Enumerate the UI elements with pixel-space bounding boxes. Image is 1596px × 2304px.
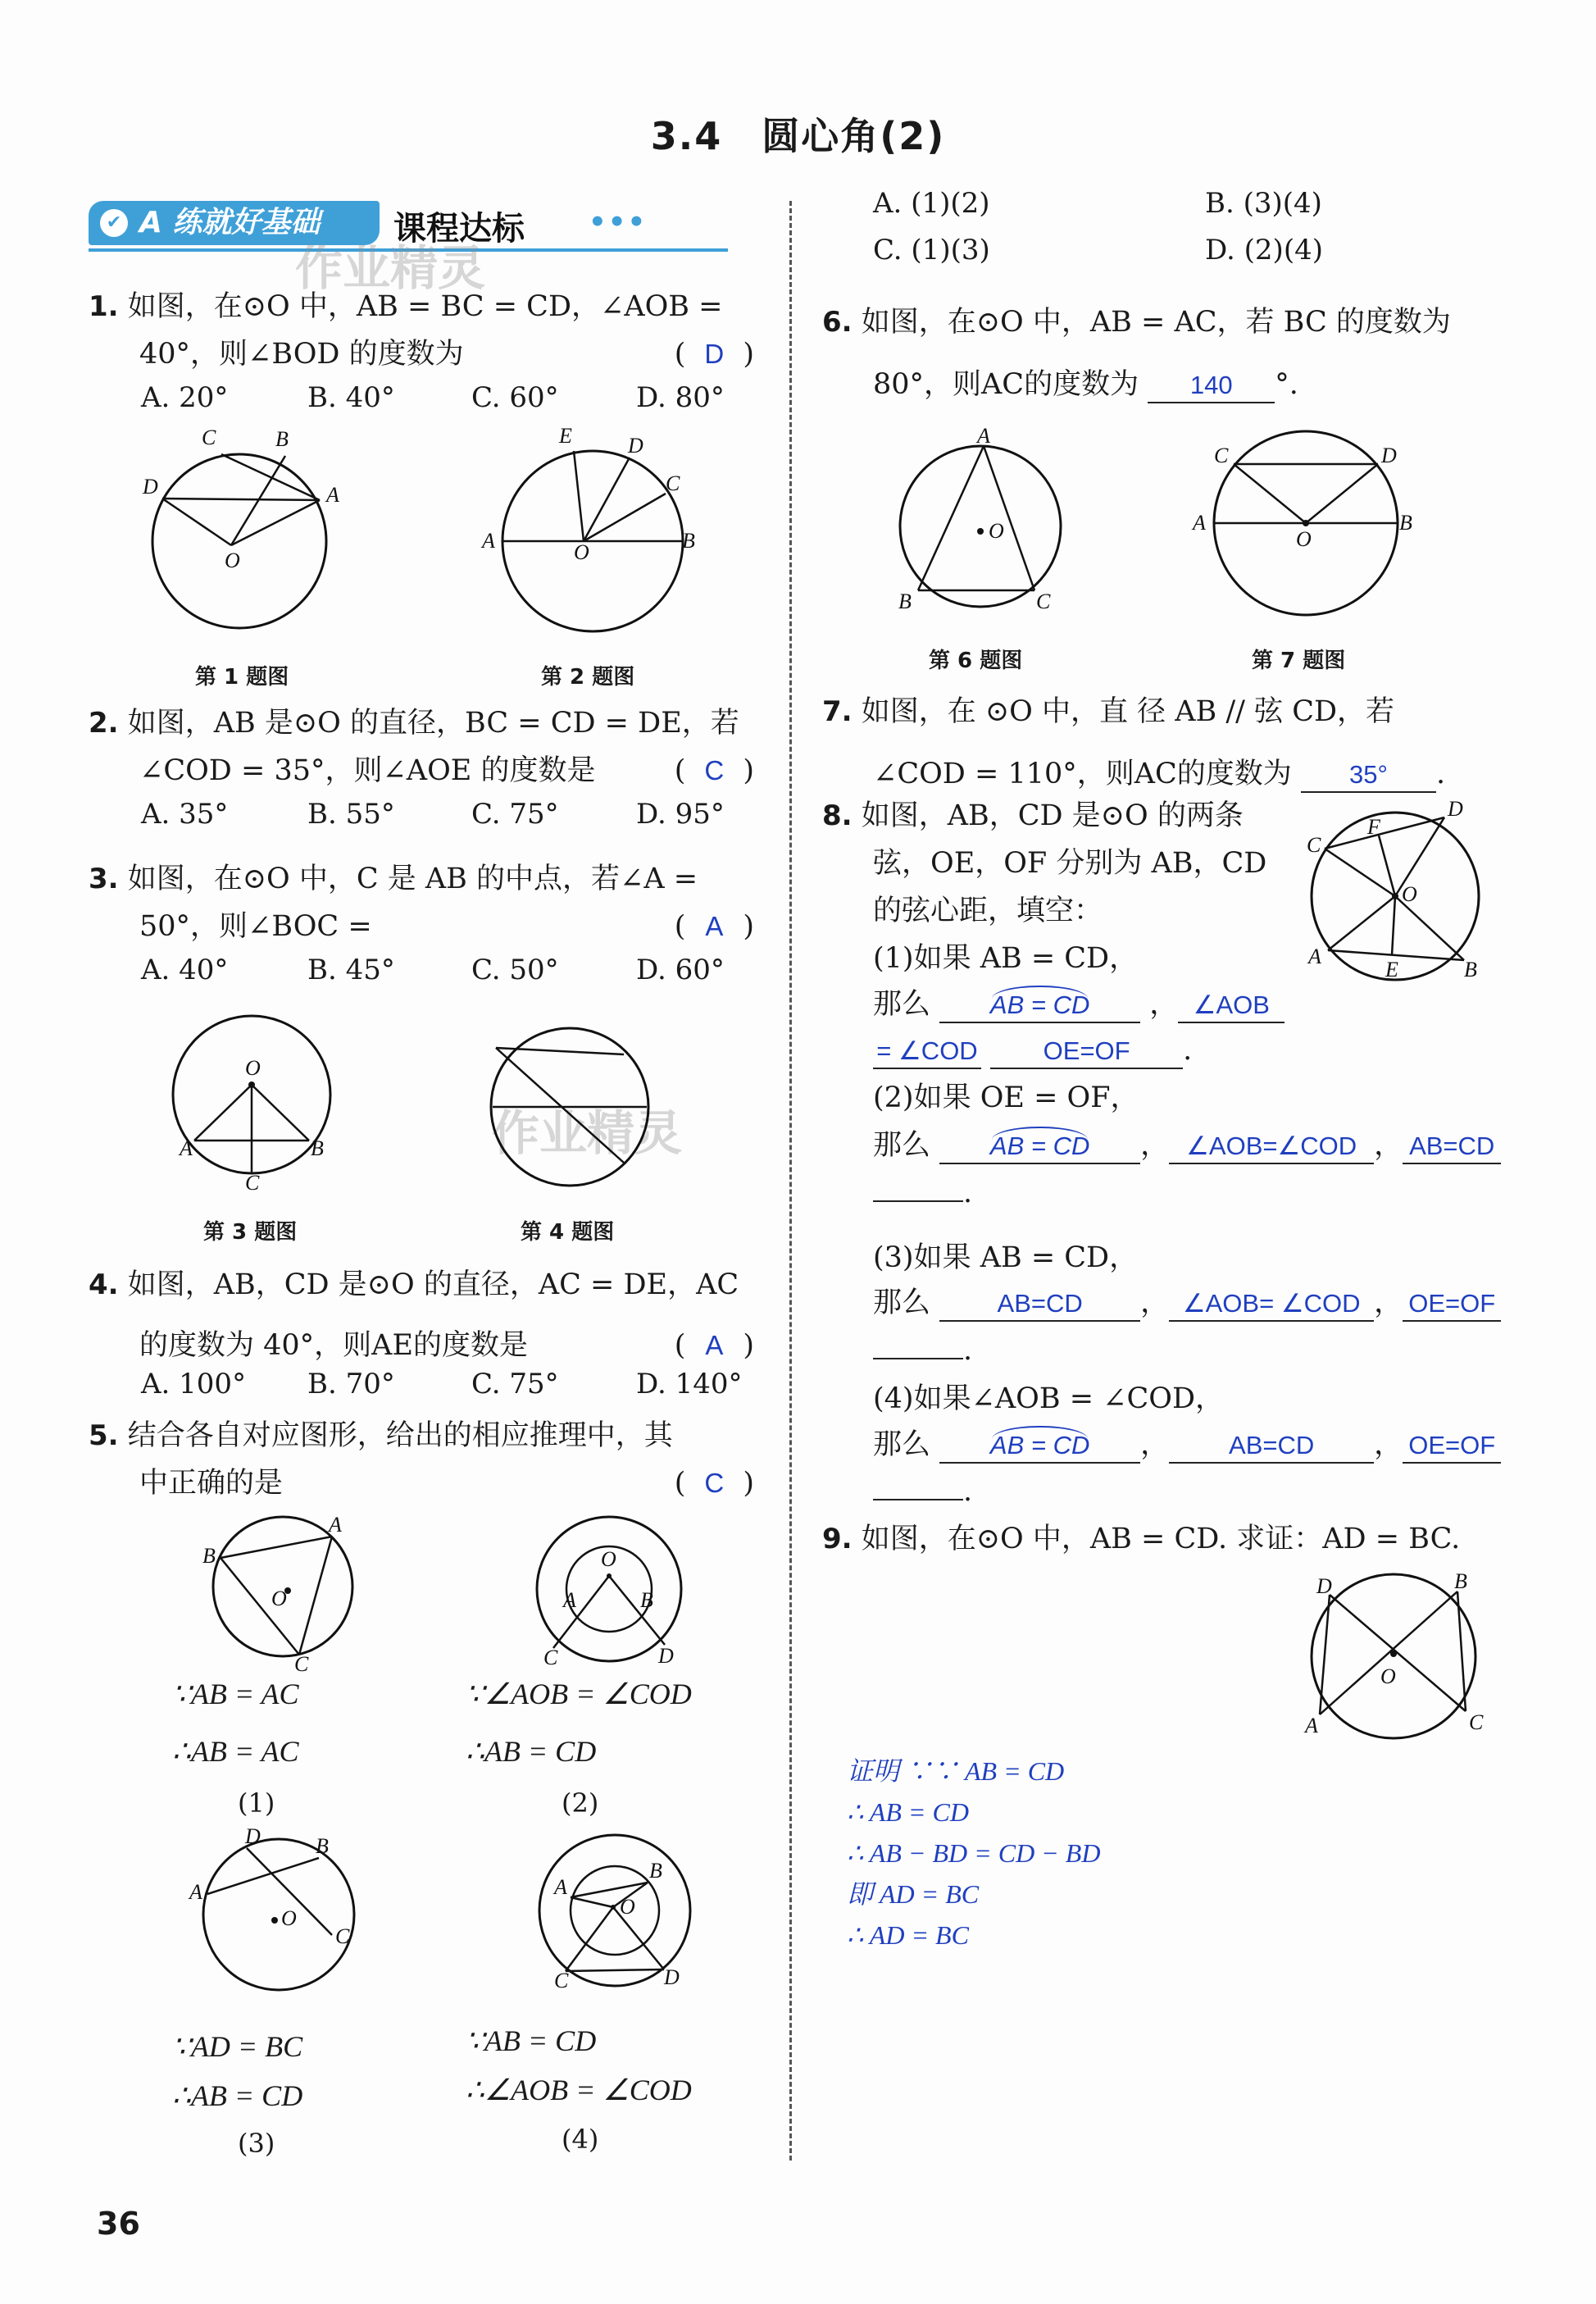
q8-part-3-answers: 那么 AB=CD ， ∠AOB= ∠COD ， OE=OF (873, 1279, 1529, 1327)
option: D. 80° (636, 381, 725, 414)
question-text: °. (1275, 368, 1298, 401)
svg-text:B: B (1399, 511, 1412, 535)
question-text: 40°，则∠BOD 的度数为 (139, 338, 464, 371)
question-7 (822, 681, 1511, 805)
answer-blank (873, 1499, 963, 1500)
question-text: 如图，在⊙O 中，AB = AC，若 BC 的度数为 (861, 306, 1451, 339)
svg-text:F: F (1367, 815, 1380, 839)
column-divider (789, 201, 792, 2161)
svg-text:O: O (574, 540, 589, 564)
answer-blank: ∠AOB= ∠COD (1169, 1287, 1374, 1322)
q8-part-2-tail: . (873, 1169, 972, 1217)
svg-text:A: A (326, 483, 339, 507)
reason-line: ∵∠AOB = ∠COD (466, 1678, 692, 1710)
question-1 (89, 283, 769, 378)
option: D. (2)(4) (1205, 234, 1323, 266)
figure-2 (475, 426, 713, 648)
figure-5-1 (193, 1509, 373, 1673)
watermark: 作业精灵 (492, 1105, 683, 1161)
svg-text:B: B (682, 529, 695, 553)
answer-paren: ( A ) (675, 1315, 754, 1376)
svg-text:A: A (482, 529, 495, 553)
svg-text:A: A (1305, 1714, 1318, 1737)
question-text: 结合各自对应图形，给出的相应推理中，其 (127, 1419, 673, 1452)
q8-part-1-cond: (1)如果 AB = CD， (873, 942, 1139, 975)
q8-part-4-cond: (4)如果∠AOB = ∠COD， (873, 1382, 1225, 1415)
question-text: 如图，AB 是⊙O 的直径，BC = CD = DE，若 (127, 707, 739, 740)
question-6 (822, 291, 1511, 416)
svg-text:D: D (245, 1828, 261, 1848)
svg-text:C: C (202, 426, 216, 449)
option: B. 70° (307, 1368, 395, 1400)
q8-prefix: 那么 (873, 1286, 931, 1319)
answer-value: A (705, 1330, 724, 1360)
question-text: 80°，则AC的度数为 (873, 368, 1139, 401)
option: D. 60° (636, 954, 725, 986)
figure-7 (1184, 418, 1422, 623)
svg-text:D: D (628, 434, 643, 458)
question-text: 弦，OE，OF 分别为 AB，CD (873, 847, 1267, 880)
figure-caption: 第 4 题图 (521, 1220, 615, 1245)
svg-text:O: O (989, 519, 1004, 543)
option: A. 100° (141, 1368, 247, 1400)
q8-prefix: 那么 (873, 1129, 931, 1162)
option: B. 40° (307, 381, 395, 414)
svg-text:C: C (554, 1969, 569, 1992)
question-text: 如图，在⊙O 中，AB = CD. 求证：AD = BC. (861, 1523, 1461, 1555)
question-text: . (1435, 758, 1446, 790)
option: C. 75° (471, 798, 559, 831)
question-number: 6. (822, 306, 853, 339)
reason-line: ∵AB = AC (172, 1678, 299, 1710)
answer-blank: OE=OF (1403, 1429, 1501, 1464)
question-text: 如图，在⊙O 中，C 是 AB 的中点，若∠A = (127, 863, 698, 895)
svg-text:O: O (1402, 882, 1417, 906)
option: C. 75° (471, 1368, 559, 1400)
svg-text:O: O (620, 1895, 635, 1919)
question-text: 如图，AB，CD 是⊙O 的直径，AC = DE，AC (127, 1268, 739, 1301)
question-number: 4. (89, 1268, 119, 1301)
option: A. 20° (141, 381, 229, 414)
option: A. 40° (141, 954, 229, 986)
figure-5-2 (521, 1509, 701, 1681)
svg-text:D: D (1448, 799, 1463, 821)
svg-text:O: O (271, 1587, 287, 1610)
question-number: 3. (89, 863, 119, 895)
question-text: 如图，AB，CD 是⊙O 的两条 (861, 799, 1244, 832)
question-8 (822, 792, 1281, 935)
proof-line: ∴ AD = BC (847, 1920, 969, 1950)
answer-blank (939, 1130, 1140, 1164)
arc-answer: AB = CD (990, 1130, 1089, 1163)
option: D. 95° (636, 798, 725, 831)
option: C. 60° (471, 381, 559, 414)
svg-text:A: A (977, 426, 990, 448)
figure-8 (1303, 799, 1500, 996)
question-2 (89, 699, 769, 795)
option: D. 140° (636, 1368, 743, 1400)
question-text: 如图，在⊙O 中，AB = BC = CD，∠AOB = (127, 290, 723, 323)
svg-text:C: C (1214, 444, 1229, 467)
question-number: 1. (89, 290, 119, 323)
question-number: 5. (89, 1419, 119, 1452)
page-number: 36 (97, 2206, 140, 2242)
sub-label: (1) (238, 1787, 275, 1819)
figure-caption: 第 1 题图 (195, 665, 289, 690)
question-text: ∠COD = 35°，则∠AOE 的度数是 (139, 754, 596, 787)
q8-part-2-answers: 那么 AB = CD ， ∠AOB=∠COD ， AB=CD (873, 1122, 1529, 1169)
question-text: 的度数为 40°，则AE的度数是 (139, 1329, 528, 1362)
question-3 (89, 855, 769, 950)
proof-line: ∴ AB = CD (847, 1797, 969, 1827)
answer-blank (939, 989, 1140, 1023)
question-text: 中正确的是 (139, 1467, 284, 1500)
check-icon: ✔ (100, 209, 128, 237)
svg-text:A: A (329, 1513, 342, 1537)
svg-text:D: D (143, 475, 158, 499)
svg-text:O: O (1296, 527, 1312, 551)
figure-1 (131, 426, 344, 648)
figure-6 (893, 426, 1082, 623)
reason-line: ∵AD = BC (172, 2030, 303, 2063)
option: B. 55° (307, 798, 395, 831)
answer-paren: ( C ) (675, 1459, 754, 1507)
question-number: 2. (89, 707, 119, 740)
question-number: 7. (822, 695, 853, 728)
option: A. 35° (141, 798, 229, 831)
q8-part-2-cond: (2)如果 OE = OF， (873, 1081, 1139, 1114)
answer-blank (939, 1429, 1140, 1464)
answer-blank: 35° (1301, 758, 1436, 793)
svg-text:A: A (563, 1588, 576, 1612)
sub-label: (2) (562, 1787, 599, 1819)
svg-text:B: B (649, 1859, 662, 1883)
question-number: 9. (822, 1523, 853, 1555)
figure-caption: 第 6 题图 (929, 649, 1023, 673)
reason-line: ∴AB = AC (172, 1735, 299, 1768)
answer-blank: ∠AOB=∠COD (1169, 1130, 1374, 1164)
svg-text:B: B (275, 427, 289, 451)
section-subtitle: 课程达标 (393, 210, 525, 248)
question-text: 50°，则∠BOC = (139, 910, 372, 943)
answer-paren: ( D ) (675, 330, 754, 378)
question-text: 的弦心距，填空： (873, 895, 1103, 927)
answer-blank: AB=CD (1169, 1429, 1374, 1464)
svg-text:A: A (554, 1875, 567, 1899)
svg-text:B: B (202, 1544, 216, 1568)
arc-answer: AB = CD (990, 989, 1089, 1022)
svg-text:B: B (1454, 1570, 1467, 1593)
svg-text:C: C (335, 1924, 350, 1948)
svg-text:C: C (1469, 1710, 1484, 1734)
svg-text:D: D (664, 1965, 680, 1989)
figure-9 (1287, 1570, 1508, 1751)
svg-text:A: A (1193, 511, 1206, 535)
q8-prefix: 那么 (873, 988, 931, 1021)
arc-answer: AB = CD (990, 1429, 1089, 1462)
q8-prefix: 那么 (873, 1428, 931, 1461)
answer-blank: 140 (1148, 369, 1275, 403)
reason-line: ∵AB = CD (466, 2024, 597, 2057)
svg-text:C: C (245, 1171, 260, 1193)
answer-blank: OE=OF (1403, 1287, 1501, 1322)
option: B. 45° (307, 954, 395, 986)
answer-blank: OE=OF (990, 1035, 1183, 1069)
svg-text:O: O (601, 1547, 616, 1571)
svg-text:C: C (294, 1652, 309, 1673)
proof-line: 证明 ∵∵ AB = CD (847, 1756, 1065, 1786)
svg-text:C: C (1307, 833, 1321, 857)
figure-caption: 第 2 题图 (541, 665, 635, 690)
svg-text:O: O (1380, 1664, 1396, 1688)
svg-text:B: B (311, 1136, 324, 1160)
svg-text:B: B (316, 1834, 329, 1858)
watermark: 作业精灵 (295, 240, 486, 296)
figure-3 (160, 996, 357, 1193)
option: B. (3)(4) (1205, 187, 1322, 220)
q8-part-3-cond: (3)如果 AB = CD， (873, 1241, 1139, 1274)
answer-blank (873, 1200, 963, 1202)
q8-part-1-answers-2: = ∠COD OE=OF . (873, 1027, 1529, 1074)
svg-text:O: O (225, 549, 240, 572)
answer-value: C (704, 1468, 725, 1498)
answer-blank: AB=CD (939, 1287, 1140, 1322)
svg-text:B: B (898, 590, 912, 613)
question-text: 如图，在 ⊙O 中，直 径 AB // 弦 CD，若 (861, 695, 1395, 728)
question-4 (89, 1254, 769, 1376)
figure-4 (463, 1025, 684, 1197)
answer-value: D (704, 339, 725, 369)
reason-line: ∴AB = CD (466, 1735, 597, 1768)
svg-text:C: C (666, 471, 680, 495)
proof-line: 即 AD = BC (847, 1879, 980, 1909)
option: A. (1)(2) (873, 187, 990, 220)
option: C. 50° (471, 954, 559, 986)
svg-text:C: C (543, 1646, 558, 1669)
answer-blank: = ∠COD (873, 1035, 981, 1069)
proof-line: ∴ AB − BD = CD − BD (847, 1838, 1101, 1868)
option: C. (1)(3) (873, 234, 990, 266)
svg-text:D: D (1316, 1574, 1332, 1598)
svg-text:B: B (1464, 958, 1477, 981)
svg-text:A: A (1308, 945, 1321, 968)
svg-text:O: O (281, 1906, 297, 1930)
svg-text:A: A (189, 1880, 202, 1904)
q8-part-1-answers: 那么 AB = CD ， ∠AOB (873, 981, 1529, 1028)
reason-line: ∴∠AOB = ∠COD (466, 2074, 692, 2106)
sub-label: (4) (562, 2124, 599, 2155)
proof-block (847, 1751, 1100, 1956)
svg-text:C: C (1036, 590, 1051, 613)
reason-line: ∴AB = CD (172, 2079, 303, 2112)
section-label: 练就好基础 (172, 206, 321, 239)
figure-caption: 第 3 题图 (203, 1220, 298, 1245)
page-title: 3.4 圆心角(2) (650, 114, 946, 158)
svg-text:D: D (1381, 444, 1397, 467)
svg-text:D: D (658, 1644, 674, 1668)
answer-blank: ∠AOB (1178, 989, 1285, 1023)
svg-text:E: E (1385, 958, 1398, 981)
answer-value: A (705, 911, 724, 941)
q8-part-4-tail: . (873, 1468, 972, 1515)
answer-blank: AB=CD (1403, 1130, 1501, 1164)
sub-label: (3) (238, 2128, 275, 2159)
section-badge: A (139, 206, 162, 239)
answer-paren: ( C ) (675, 747, 754, 795)
figure-5-4 (525, 1828, 705, 2001)
svg-text:E: E (559, 426, 572, 448)
answer-paren: ( A ) (675, 903, 754, 950)
q8-part-3-tail: . (873, 1327, 972, 1374)
svg-text:O: O (245, 1056, 261, 1080)
answer-blank (873, 1358, 963, 1359)
section-dots: ••• (589, 206, 648, 239)
question-5 (89, 1412, 769, 1507)
figure-caption: 第 7 题图 (1252, 649, 1346, 673)
question-number: 8. (822, 799, 853, 832)
question-9 (822, 1515, 1511, 1563)
svg-text:B: B (640, 1588, 653, 1612)
q8-part-4-answers: 那么 AB = CD ， AB=CD ， OE=OF (873, 1421, 1529, 1468)
question-text: ∠COD = 110°，则AC的度数为 (873, 758, 1292, 790)
figure-5-3 (184, 1828, 373, 2001)
svg-text:A: A (180, 1136, 193, 1160)
answer-value: C (704, 755, 725, 785)
